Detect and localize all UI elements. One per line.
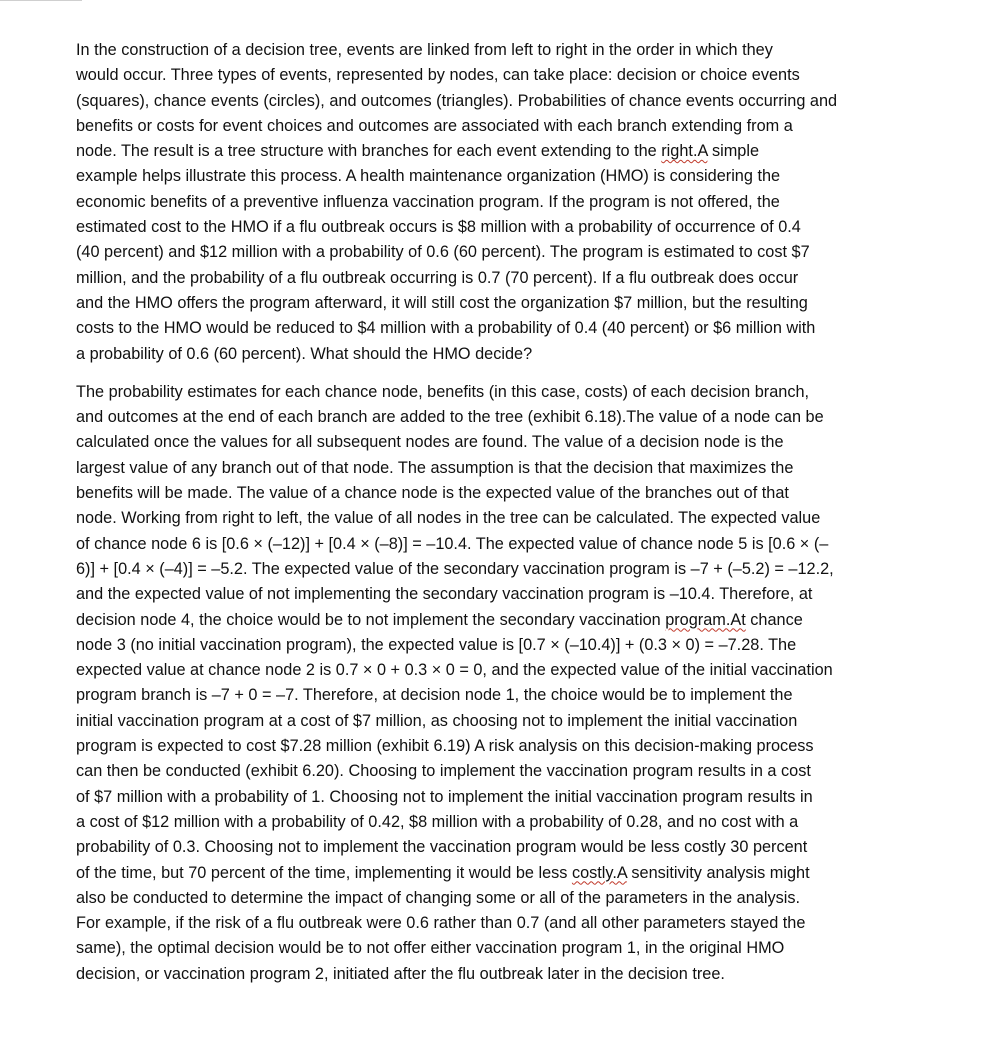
text-run: sensitivity analysis might: [626, 863, 810, 882]
text-line: [76, 481, 906, 506]
text-line: [76, 316, 906, 341]
text-run: a probability of 0.6 (60 percent). What should the HMO decide?: [76, 344, 533, 363]
text-line: [76, 380, 906, 405]
spelling-flag: program.At: [665, 610, 746, 629]
text-run: can then be conducted (exhibit 6.20). Choosing to implement the vaccination program results in a cost: [76, 762, 811, 781]
text-run: The probability estimates for each chance node, benefits (in this case, costs) of each decision branch,: [76, 382, 810, 401]
text-run: node. Working from right to left, the value of all nodes in the tree can be calculated. The expected value: [76, 509, 821, 528]
text-run: largest value of any branch out of that node. The assumption is that the decision that maximizes the: [76, 458, 794, 477]
text-line: [76, 734, 906, 759]
text-line: [76, 89, 906, 114]
text-line: [76, 139, 906, 164]
text-run: benefits will be made. The value of a chance node is the expected value of the branches out of that: [76, 484, 789, 503]
text-line: [76, 63, 906, 88]
text-line: [76, 810, 906, 835]
text-run: also be conducted to determine the impact of changing some or all of the parameters in the analysis.: [76, 888, 801, 907]
text-line: [76, 532, 906, 557]
text-run: a cost of $12 million with a probability of 0.42, $8 million with a probability of 0.28, and no cost with a: [76, 812, 799, 831]
text-run: of the time, but 70 percent of the time, implementing it would be less: [76, 863, 572, 882]
text-run: and outcomes at the end of each branch are added to the tree (exhibit 6.18).The value of a node can be: [76, 408, 824, 427]
text-run: 6)] + [0.4 × (–4)] = –5.2. The expected value of the secondary vaccination program is –7 + (–5.2) = –12.2,: [76, 559, 834, 578]
text-line: [76, 835, 906, 860]
text-line: [76, 342, 906, 367]
text-run: In the construction of a decision tree, events are linked from left to right in the order in which they: [76, 41, 773, 59]
text-line: [76, 633, 906, 658]
text-line: [76, 608, 906, 633]
text-run: probability of 0.3. Choosing not to implement the vaccination program would be less costly 30 percent: [76, 838, 808, 857]
text-run: decision node 4, the choice would be to not implement the secondary vaccination: [76, 610, 666, 629]
text-run: chance: [745, 610, 803, 629]
text-run: calculated once the values for all subsequent nodes are found. The value of a decision node is the: [76, 433, 784, 452]
text-line: [76, 291, 906, 316]
text-line: [76, 38, 906, 63]
paragraph-spacer: [76, 367, 906, 380]
text-run: example helps illustrate this process. A health maintenance organization (HMO) is considering the: [76, 167, 781, 186]
document-body: [76, 38, 906, 987]
text-run: (40 percent) and $12 million with a probability of 0.6 (60 percent). The program is estimated to cost $7: [76, 243, 810, 262]
text-line: [76, 962, 906, 987]
text-line: [76, 506, 906, 531]
text-line: [76, 936, 906, 961]
text-line: [76, 709, 906, 734]
spelling-flag: costly.A: [571, 863, 627, 882]
text-line: [76, 683, 906, 708]
text-run: same), the optimal decision would be to not offer either vaccination program 1, in the original HMO: [76, 939, 785, 958]
text-run: million, and the probability of a flu outbreak occurring is 0.7 (70 percent). If a flu outbreak does occur: [76, 268, 799, 287]
text-run: expected value at chance node 2 is 0.7 × 0 + 0.3 × 0 = 0, and the expected value of the initial vaccination: [76, 661, 833, 680]
text-run: node 3 (no initial vaccination program), the expected value is [0.7 × (–10.4)] + (0.3 × 0) = –7.28. The: [76, 635, 797, 654]
text-line: [76, 582, 906, 607]
text-run: and the expected value of not implementing the secondary vaccination program is –10.4. Therefore, at: [76, 585, 813, 604]
text-line: [76, 557, 906, 582]
text-run: economic benefits of a preventive influenza vaccination program. If the program is not offered, the: [76, 192, 780, 211]
text-line: [76, 658, 906, 683]
paragraph: [76, 38, 906, 367]
text-line: [76, 430, 906, 455]
text-run: estimated cost to the HMO if a flu outbreak occurs is $8 million with a probability of occurrence of 0.4: [76, 218, 801, 237]
text-line: [76, 190, 906, 215]
top-divider: [0, 0, 82, 1]
text-run: decision, or vaccination program 2, initiated after the flu outbreak later in the decision tree.: [76, 964, 725, 983]
text-line: [76, 240, 906, 265]
paragraph: [76, 380, 906, 987]
text-run: of $7 million with a probability of 1. Choosing not to implement the initial vaccination program results in: [76, 787, 813, 806]
text-run: benefits or costs for event choices and outcomes are associated with each branch extending from a: [76, 116, 793, 135]
text-run: would occur. Three types of events, represented by nodes, can take place: decision or choice events: [76, 66, 800, 85]
text-run: For example, if the risk of a flu outbreak were 0.6 rather than 0.7 (and all other parameters stayed the: [76, 914, 806, 933]
text-run: initial vaccination program at a cost of $7 million, as choosing not to implement the initial vaccination: [76, 711, 798, 730]
text-run: of chance node 6 is [0.6 × (–12)] + [0.4 × (–8)] = –10.4. The expected value of chance node 5 is [0.6 × (–: [76, 534, 829, 553]
text-run: simple: [707, 142, 759, 161]
text-line: [76, 911, 906, 936]
text-line: [76, 456, 906, 481]
text-run: costs to the HMO would be reduced to $4 million with a probability of 0.4 (40 percent) or $6 million with: [76, 319, 816, 338]
text-line: [76, 785, 906, 810]
text-run: (squares), chance events (circles), and outcomes (triangles). Probabilities of chance events occurring and: [76, 91, 838, 110]
text-line: [76, 759, 906, 784]
text-line: [76, 215, 906, 240]
text-line: [76, 861, 906, 886]
text-run: program is expected to cost $7.28 million (exhibit 6.19) A risk analysis on this decision-making process: [76, 737, 814, 756]
text-line: [76, 114, 906, 139]
text-run: and the HMO offers the program afterward, it will still cost the organization $7 million, but the resulting: [76, 293, 808, 312]
text-run: program branch is –7 + 0 = –7. Therefore, at decision node 1, the choice would be to implement the: [76, 686, 793, 705]
text-line: [76, 164, 906, 189]
spelling-flag: right.A: [661, 142, 708, 161]
text-run: node. The result is a tree structure with branches for each event extending to the: [76, 142, 662, 161]
text-line: [76, 886, 906, 911]
text-line: [76, 405, 906, 430]
text-line: [76, 266, 906, 291]
